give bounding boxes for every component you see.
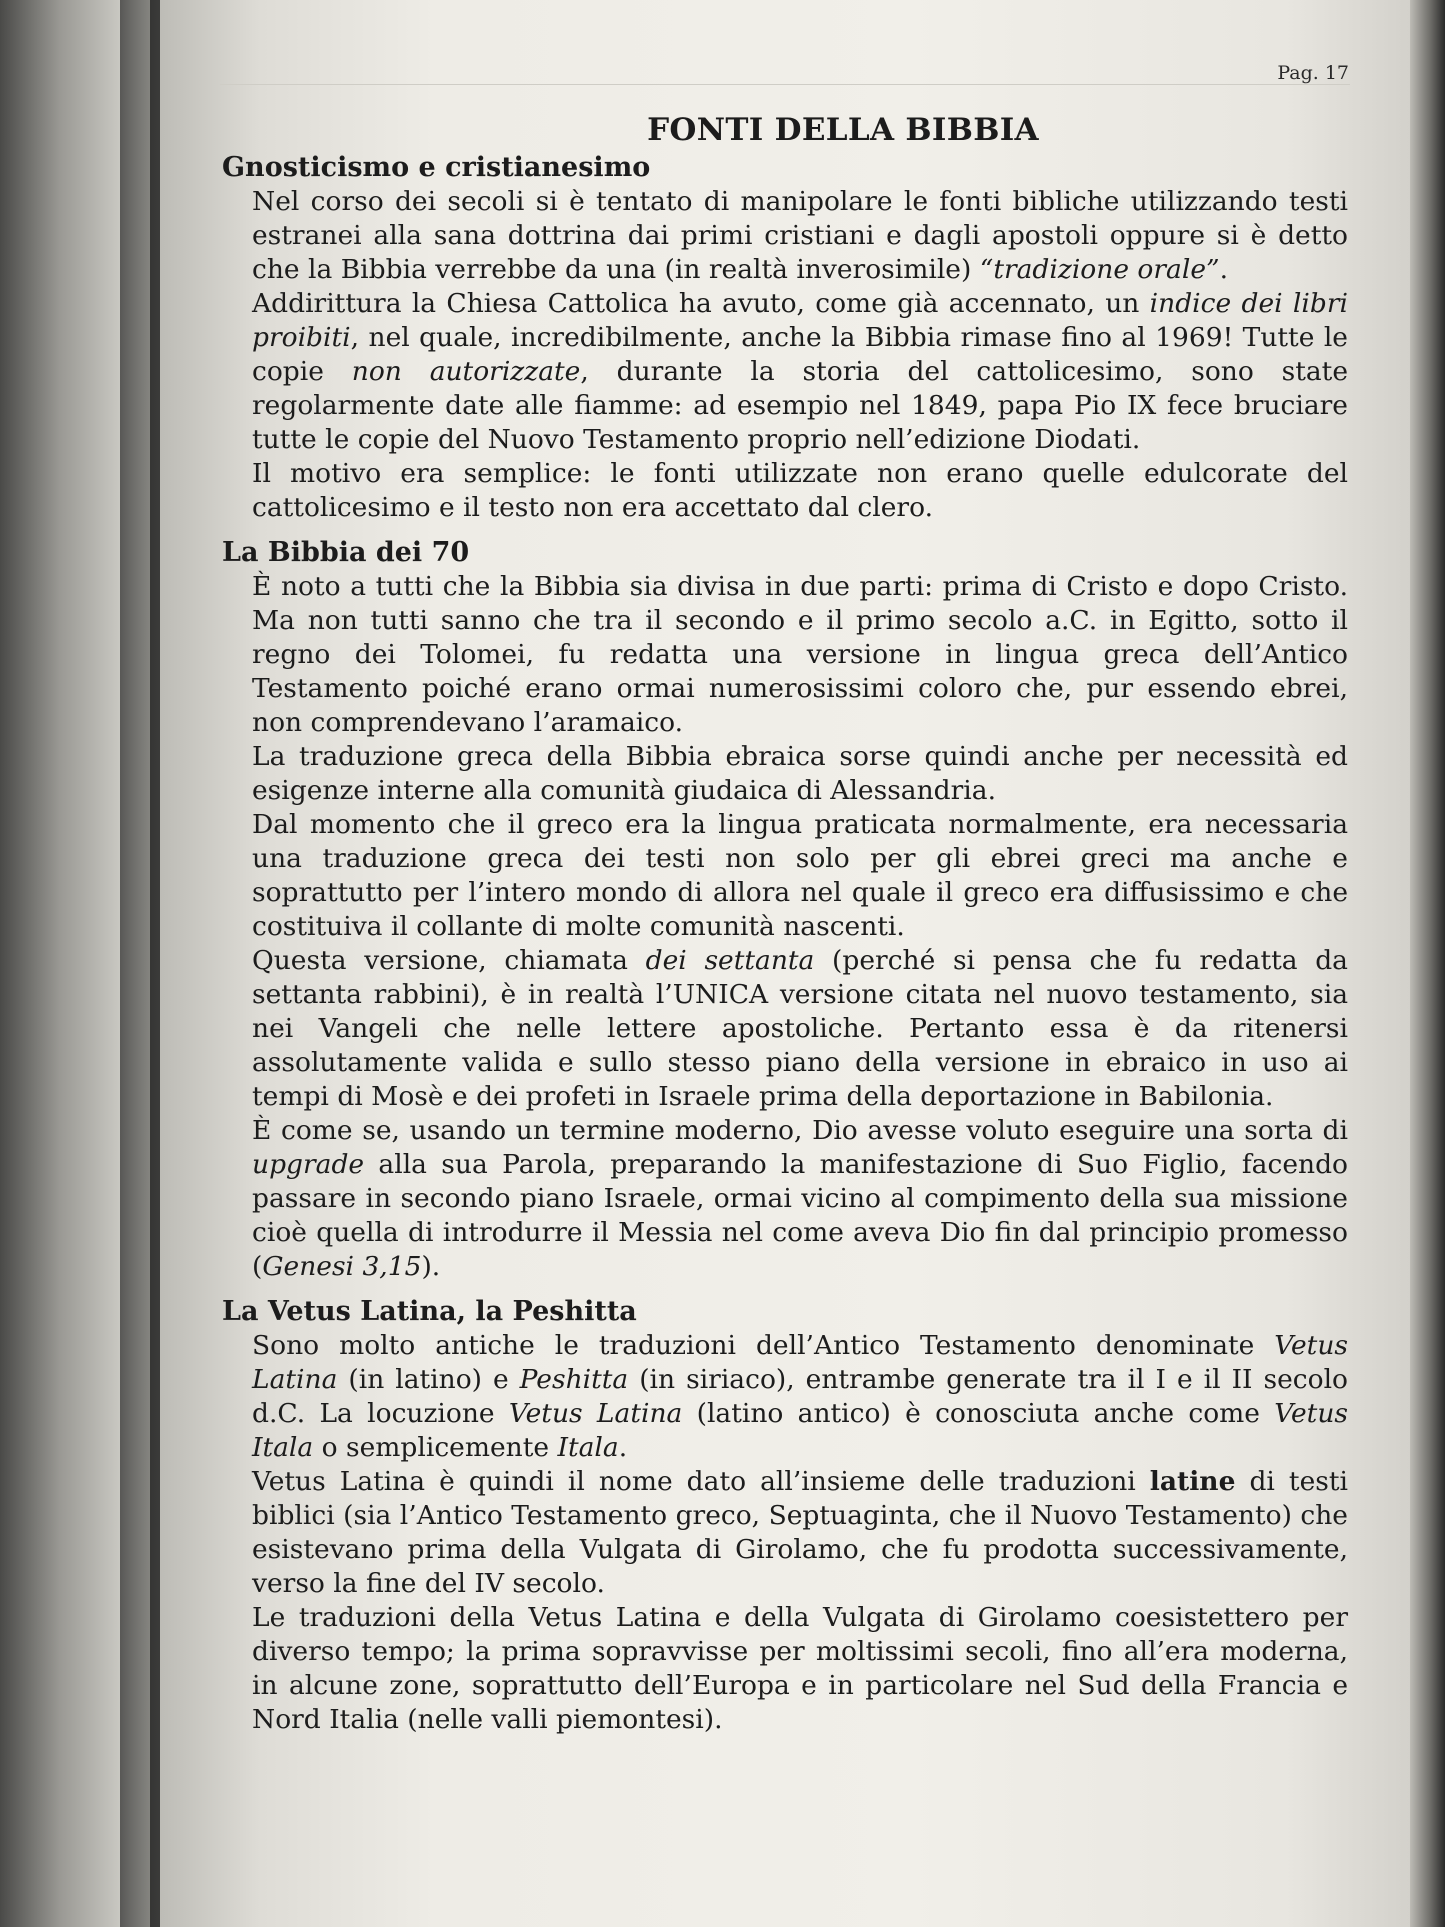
page-number: Pag. 17 [1277,62,1349,84]
paragraph [252,1601,1348,1737]
text-run: Il motivo era semplice: le fonti utilizzate non erano quelle edulcorate del cattolicesimo e il testo non era accettato dal clero. [252,458,1348,523]
text-run: . [1219,254,1228,285]
text-run: , durante la storia del cattolicesimo, sono state regolarmente date alle fiamme: ad esempio nel 1849, papa Pio IX fece bruciare tutte le copie del Nuovo Testamento proprio nell’edizione Diodati. [252,356,1349,455]
text-run: La traduzione greca della Bibbia ebraica sorse quindi anche per necessità ed esigenze interne alla comunità giudaica di Alessandria. [252,741,1348,806]
section-heading: Gnosticismo e cristianesimo [222,152,651,183]
paragraph [252,457,1348,525]
text-run: Addirittura la Chiesa Cattolica ha avuto, come già accennato, un [252,288,1150,319]
text-run: . [618,1432,628,1463]
section [218,1296,1348,1737]
section [218,152,1348,525]
section-heading: La Bibbia dei 70 [222,537,470,568]
italic-text: upgrade [252,1149,365,1180]
italic-text: Itala [557,1432,619,1463]
text-run: (in latino) e [337,1364,520,1395]
text-run: Dal momento che il greco era la lingua praticata normalmente, era necessaria una traduzione greca dei testi non solo per gli ebrei greci ma anche e soprattutto per l’intero mondo di allora nel quale il greco era diffusissimo e che costituiva il collante di molte comunità nascenti. [252,809,1348,942]
page-title: FONTI DELLA BIBBIA [647,112,1039,148]
page-edge [1410,0,1445,1927]
text-run: Sono molto antiche le traduzioni dell’Antico Testamento denominate [252,1330,1275,1361]
paragraph [252,944,1348,1114]
text-run: ). [421,1251,441,1282]
text-run: (in siriaco), entrambe generate tra il I e il II secolo d.C. La locuzione [252,1364,1348,1429]
italic-text: dei settanta [645,945,815,976]
paragraph [252,808,1348,944]
italic-text: Peshitta [519,1364,629,1395]
paragraph [252,1465,1348,1601]
bold-text: latine [1149,1466,1236,1497]
text-run: Questa versione, chiamata [252,945,646,976]
text-run: È come se, usando un termine moderno, Dio avesse voluto eseguire una sorta di [252,1115,1348,1146]
section [218,537,1348,1284]
italic-text: Genesi 3,15 [262,1251,422,1282]
text-run: È noto a tutti che la Bibbia sia divisa in due parti: prima di Cristo e dopo Cristo. Ma non tutti sanno che tra il secondo e il primo secolo a.C. in Egitto, sotto il regno dei Tolomei, fu redatta una versione in lingua greca dell’Antico Testamento poiché erano ormai numerosissimi coloro che, pur essendo ebrei, non comprendevano l’aramaico. [252,571,1348,738]
text-run: di testi biblici (sia l’Antico Testamento greco, Septuaginta, che il Nuovo Testamento) che esistevano prima della Vulgata di Girolamo, che fu prodotta successivamente, verso la fine del IV secolo. [252,1466,1348,1599]
text-run: (latino antico) è conosciuta anche come [682,1398,1275,1429]
paragraph [252,287,1348,457]
text-run: Vetus Latina è quindi il nome dato all’insieme delle traduzioni [252,1466,1150,1497]
paragraph [252,740,1348,808]
paragraph [252,185,1348,287]
text-run: o semplicemente [313,1432,558,1463]
paragraph [252,1114,1348,1284]
text-run: Nel corso dei secoli si è tentato di manipolare le fonti bibliche utilizzando testi estranei alla sana dottrina dai primi cristiani e dagli apostoli oppure si è detto che la Bibbia verrebbe da una (in realtà inverosimile) [252,186,1348,285]
italic-text: “tradizione orale” [979,254,1220,285]
italic-text: Vetus Latina [252,1330,1348,1395]
italic-text: Vetus Latina [508,1398,683,1429]
sections-container [218,152,1348,1737]
page-content [218,112,1348,1749]
text-run: , nel quale, incredibilmente, anche la Bibbia rimase fino al 1969! Tutte le copie [252,322,1348,387]
text-run: Le traduzioni della Vetus Latina e della Vulgata di Girolamo coesistettero per diverso tempo; la prima sopravvisse per moltissimi secoli, fino all’era moderna, in alcune zone, soprattutto dell’Europa e in particolare nel Sud della Francia e Nord Italia (nelle valli piemontesi). [252,1602,1348,1735]
text-run: (perché si pensa che fu redatta da settanta rabbini), è in realtà l’UNICA versione citata nel nuovo testamento, sia nei Vangeli che nelle lettere apostoliche. Pertanto essa è da ritenersi assolutamente valida e sullo stesso piano della versione in ebraico in uso ai tempi di Mosè e dei profeti in Israele prima della deportazione in Babilonia. [252,945,1348,1112]
italic-text: indice dei libri proibiti [252,288,1348,353]
section-heading: La Vetus Latina, la Peshitta [222,1296,637,1327]
paragraph [252,570,1348,740]
text-run: alla sua Parola, preparando la manifestazione di Suo Figlio, facendo passare in secondo piano Israele, ormai vicino al compimento della sua missione cioè quella di introdurre il Messia nel come aveva Dio fin dal principio promesso ( [252,1149,1348,1282]
paragraph [252,1329,1348,1465]
italic-text: non autorizzate [351,356,581,387]
header-rule [220,84,1350,85]
italic-text: Vetus Itala [252,1398,1348,1463]
